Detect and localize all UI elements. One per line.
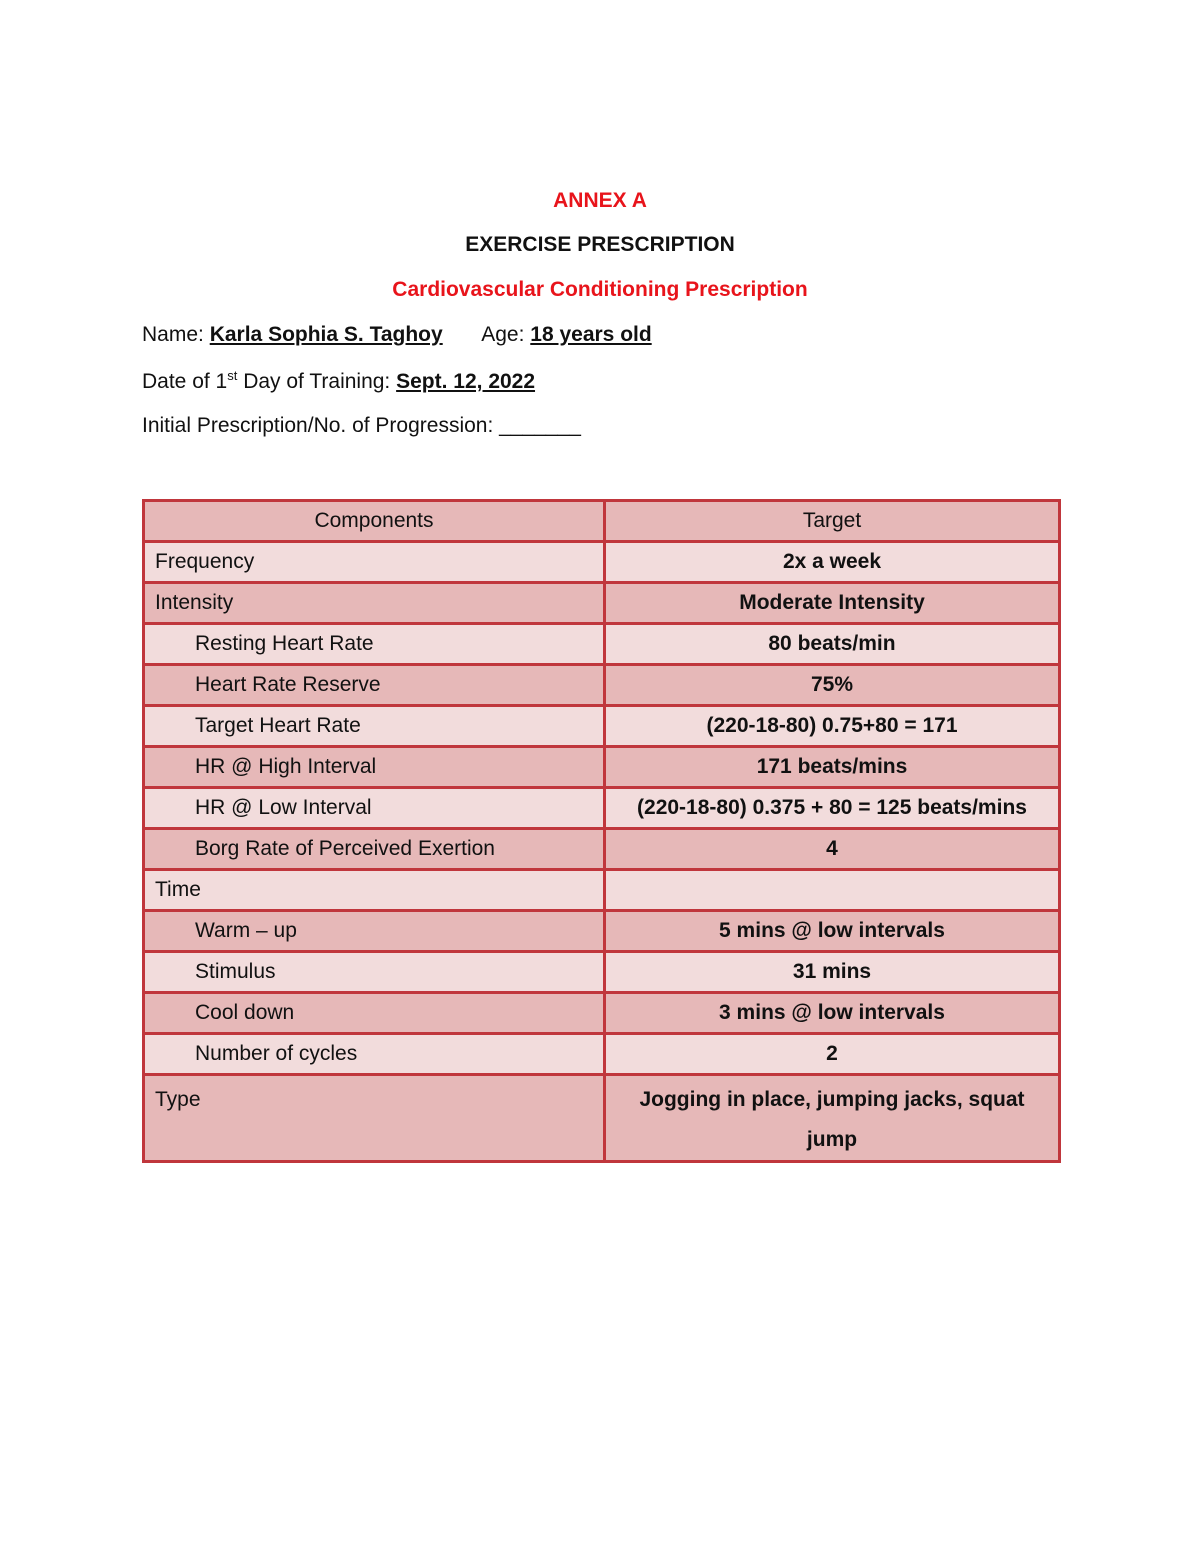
date-label-pre: Date of 1 (142, 370, 228, 393)
target-cell: 171 beats/mins (605, 747, 1060, 788)
annex-heading: ANNEX A (553, 189, 647, 212)
target-cell: Jogging in place, jumping jacks, squat jump (605, 1075, 1060, 1162)
component-cell: Warm – up (144, 911, 605, 952)
table-row (144, 952, 1060, 993)
component-cell: Intensity (144, 583, 605, 624)
table-row (144, 583, 1060, 624)
table-row (144, 706, 1060, 747)
target-cell: 4 (605, 829, 1060, 870)
progression-line: Initial Prescription/No. of Progression: _______ (142, 414, 581, 437)
name-age-line (142, 323, 652, 347)
name-value: Karla Sophia S. Taghoy (209, 323, 443, 346)
component-cell: Heart Rate Reserve (144, 665, 605, 706)
component-cell: Borg Rate of Perceived Exertion (144, 829, 605, 870)
table-row (144, 747, 1060, 788)
component-cell: Stimulus (144, 952, 605, 993)
name-label: Name: (142, 323, 204, 346)
target-cell: 5 mins @ low intervals (605, 911, 1060, 952)
document-subtitle: Cardiovascular Conditioning Prescription (392, 278, 808, 301)
component-cell: Cool down (144, 993, 605, 1034)
component-cell: Time (144, 870, 605, 911)
table-row (144, 542, 1060, 583)
table-row (144, 829, 1060, 870)
table-row (144, 665, 1060, 706)
target-cell (605, 870, 1060, 911)
target-cell: Moderate Intensity (605, 583, 1060, 624)
component-cell: Target Heart Rate (144, 706, 605, 747)
training-date-line (142, 368, 535, 394)
age-value: 18 years old (530, 323, 652, 346)
table-row (144, 1034, 1060, 1075)
component-cell: HR @ Low Interval (144, 788, 605, 829)
target-cell: 75% (605, 665, 1060, 706)
table-row (144, 624, 1060, 665)
table-row (144, 911, 1060, 952)
target-cell: 80 beats/min (605, 624, 1060, 665)
table-header-row (144, 501, 1060, 542)
table-row (144, 870, 1060, 911)
target-cell: (220-18-80) 0.75+80 = 171 (605, 706, 1060, 747)
target-cell: (220-18-80) 0.375 + 80 = 125 beats/mins (605, 788, 1060, 829)
prescription-table (142, 499, 1061, 1163)
target-cell: 2 (605, 1034, 1060, 1075)
table-row (144, 993, 1060, 1034)
component-cell: HR @ High Interval (144, 747, 605, 788)
target-cell: 31 mins (605, 952, 1060, 993)
age-label: Age: (481, 323, 525, 346)
component-cell: Type (144, 1075, 605, 1162)
component-cell: Resting Heart Rate (144, 624, 605, 665)
component-cell: Frequency (144, 542, 605, 583)
date-label-post: Day of Training: (237, 370, 391, 393)
header-target: Target (605, 501, 1060, 542)
target-cell: 2x a week (605, 542, 1060, 583)
table-row (144, 1075, 1060, 1162)
training-date-value: Sept. 12, 2022 (396, 370, 536, 393)
date-label-sup: st (227, 368, 238, 383)
table-row (144, 788, 1060, 829)
document-title: EXERCISE PRESCRIPTION (465, 233, 735, 256)
component-cell: Number of cycles (144, 1034, 605, 1075)
target-cell: 3 mins @ low intervals (605, 993, 1060, 1034)
header-components: Components (144, 501, 605, 542)
